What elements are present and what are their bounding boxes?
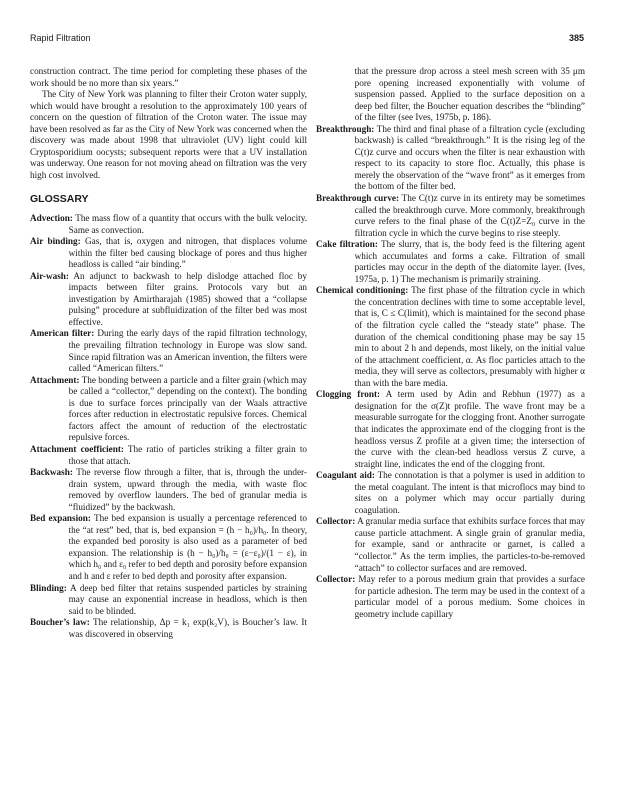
glossary-entry-american-filter xyxy=(30,328,307,374)
glossary-entry-attachment xyxy=(30,375,307,444)
glossary-term: American filter: xyxy=(30,328,95,339)
glossary-term: Bed expansion: xyxy=(30,513,91,524)
glossary-term: Air binding: xyxy=(30,236,81,247)
glossary-term: Backwash: xyxy=(30,467,73,478)
glossary-definition: A granular media surface that exhibits surface forces that may cause particle attachment. A single grain of granular media, for example, sand or anthracite or garnet, is called a “collector.” As the term implies, the particles-to-be-removed “attach” to collector surfaces and are removed. xyxy=(354,516,585,573)
glossary-entry-bed-expansion xyxy=(30,513,307,582)
glossary-definition: A term used by Adin and Rebhun (1977) as a designation for the σ(Z)t profile. The wave front may be a measurable surrogate for the clogging front. Another surrogate that indicates the approximate end of the clogging front is the headloss versus Z profile at a given time; the intersection of the curve with the clean-bed headloss versus Z curve, a straight line, indicates the end of the clogging front. xyxy=(354,389,585,469)
glossary-term: Coagulant aid: xyxy=(316,470,375,481)
glossary-entry-coagulant-aid xyxy=(316,470,585,516)
glossary-definition: The mass flow of a quantity that occurs with the bulk velocity. Same as convection. xyxy=(68,213,307,235)
glossary-term: Blinding: xyxy=(30,582,67,593)
glossary-term: Attachment coefficient: xyxy=(30,443,124,454)
intro-paragraph: construction contract. The time period for completing these phases of the work should be no more than six years.” xyxy=(30,66,307,88)
glossary-entry-advection xyxy=(30,213,307,236)
glossary-term: Attachment: xyxy=(30,374,80,385)
glossary-entry-backwash xyxy=(30,467,307,513)
glossary-definition: The connotation is that a polymer is used in addition to the metal coagulant. The intent is that microflocs may bind to sites on a polymer which may occur partially during coagulation. xyxy=(354,470,585,515)
glossary-definition: Gas, that is, oxygen and nitrogen, that displaces volume within the filter bed causing blockage of pores and thus higher headloss is called “air binding.” xyxy=(68,236,308,270)
glossary-definition: The slurry, that is, the body feed is the filtering agent which accumulates and forms a cake. Filtration of small particles may occur in the depth of the diatomite layer. (Ives, 1975a, p. 1) The mechanism is primarily straining. xyxy=(354,239,586,284)
glossary-entry-collector xyxy=(316,516,585,574)
glossary-heading: GLOSSARY xyxy=(30,193,89,206)
running-head-title: Rapid Filtration xyxy=(30,33,91,43)
page-number: 385 xyxy=(568,33,584,43)
glossary-continuation: that the pressure drop across a steel mesh screen with 35 μm pore opening increased exponentially with volume of suspension passed. Applied to the surface deposition on a deep bed filter, the Boucher equation describes the “blinding” of the filter (see Ives, 1975b, p. 186). xyxy=(354,66,585,123)
glossary-entry-air-binding xyxy=(30,236,307,271)
glossary-definition: The bonding between a particle and a filter grain (which may be called a “collector,” depending on the context). The bonding is due to surface forces principally van der Waals attractive forces after reduction in electrostatic repulsive forces. Chemical factors affect the amount of reduction of the electrostatic repulsive forces. xyxy=(68,374,307,443)
glossary-definition: The first phase of the filtration cycle in which the concentration declines with time to some acceptable level, that is, C ≤ C(limit), which is maintained for the second phase of the filtration cycle called the “steady state” phase. The duration of the chemical conditioning phase may be say 15 min to about 2 h and depends, most likely, on the initial value of the attachment coefficient, α. As floc particles attach to the media, they will serve as collectors, presumably with higher α than with the bare media. xyxy=(354,285,585,388)
glossary-definition: May refer to a porous medium grain that provides a surface for particle adhesion. The term may be used in the context of a particular model of a porous medium. Some choices in geometry include capillary xyxy=(354,574,585,619)
glossary-entry-air-wash xyxy=(30,271,307,329)
glossary-term: Chemical conditioning: xyxy=(316,285,409,296)
glossary-definition: A deep bed filter that retains suspended particles by straining may cause an exponential increase in headloss, which is then said to be blinded. xyxy=(68,582,308,616)
glossary-term: Air-wash: xyxy=(30,270,69,281)
glossary-term: Collector: xyxy=(316,516,356,527)
glossary-definition: The bed expansion is usually a percentage referenced to the “at rest” bed, that is, bed expansion = (h − h₀)/h₀. In theory, the expanded bed porosity is also used as a parameter of bed expansion. The relationship is (h − h₀)/h₀ = (ε−ε₀)/(1 − ε), in which h₀ and ε₀ refer to bed depth and porosity before expansion and h and ε refer to bed depth and porosity after expansion. xyxy=(68,513,307,581)
glossary-term: Collector: xyxy=(316,574,356,585)
glossary-definition: The reverse flow through a filter, that is, through the under-drain system, upward through the media, with waste floc removed by overflow launders. The bed of granular media is “fluidized” by the backwash. xyxy=(68,467,307,512)
glossary-entry-clogging-front xyxy=(316,389,585,470)
glossary-definition: The C(t)ᴢ curve in its entirety may be sometimes called the breakthrough curve. More commonly, breakthrough curve refers to the final phase of the C(t)Z=Z₀ curve in the filtration cycle in which the curve begins to rise steeply. xyxy=(354,193,585,238)
glossary-term: Boucher’s law: xyxy=(30,617,90,628)
glossary-entry-chemical-conditioning xyxy=(316,285,585,389)
glossary-term: Cake filtration: xyxy=(316,239,378,250)
glossary-entry-bouchers-law xyxy=(30,617,307,640)
glossary-definition: The relationship, Δp = k₁ exp(k₂V), is Boucher’s law. It was discovered in observing xyxy=(68,617,307,639)
glossary-entry-blinding xyxy=(30,583,307,618)
glossary-entry-breakthrough xyxy=(316,124,585,193)
glossary-entry-cake-filtration xyxy=(316,239,585,285)
intro-paragraph: The City of New York was planning to filter their Croton water supply, which would have brought a resolution to the approximately 100 years of concern on the question of filtration of the Croton water. The issue may have been resolved as far as the City of New York was concerned when the discovery was made about 1998 that ultraviolet (UV) light could kill Cryptosporidium oocysts; subsequent reports were that a UV installation was underway. One reason for not moving ahead on filtration was the very high cost involved. xyxy=(30,89,307,180)
glossary-definition: During the early days of the rapid filtration technology, the prevailing filtration technology in Europe was slow sand. Since rapid filtration was an American invention, the filters were called “American filters.” xyxy=(68,328,307,374)
glossary-entry-collector-porous xyxy=(316,574,585,620)
glossary-definition: An adjunct to backwash to help dislodge attached floc by impacts between filter grains. Protocols vary but an investigation by Amirtharajah (1985) showed that a “collapse pulsing” procedure at subfluidization of the filter bed was most effective. xyxy=(68,270,307,327)
right-column xyxy=(316,66,585,620)
glossary-term: Advection: xyxy=(30,213,73,224)
glossary-term: Breakthrough: xyxy=(316,123,375,134)
glossary-entry-breakthrough-curve xyxy=(316,193,585,239)
glossary-term: Clogging front: xyxy=(316,389,381,400)
glossary-term: Breakthrough curve: xyxy=(316,193,400,204)
running-head xyxy=(30,33,584,49)
glossary-definition: The ratio of particles striking a filter grain to those that attach. xyxy=(68,443,307,466)
glossary-definition: The third and final phase of a filtration cycle (excluding backwash) is called “breakthrough.” It is the rising leg of the C(t)ᴢ curve and occurs when the filter is near exhaustion with respect to its capacity to store floc. Actually, this phase is merely the observation of the “wave front” as it emerges from the bottom of the filter bed. xyxy=(354,123,585,192)
left-column xyxy=(30,66,307,640)
glossary-entry-attachment-coefficient xyxy=(30,444,307,467)
